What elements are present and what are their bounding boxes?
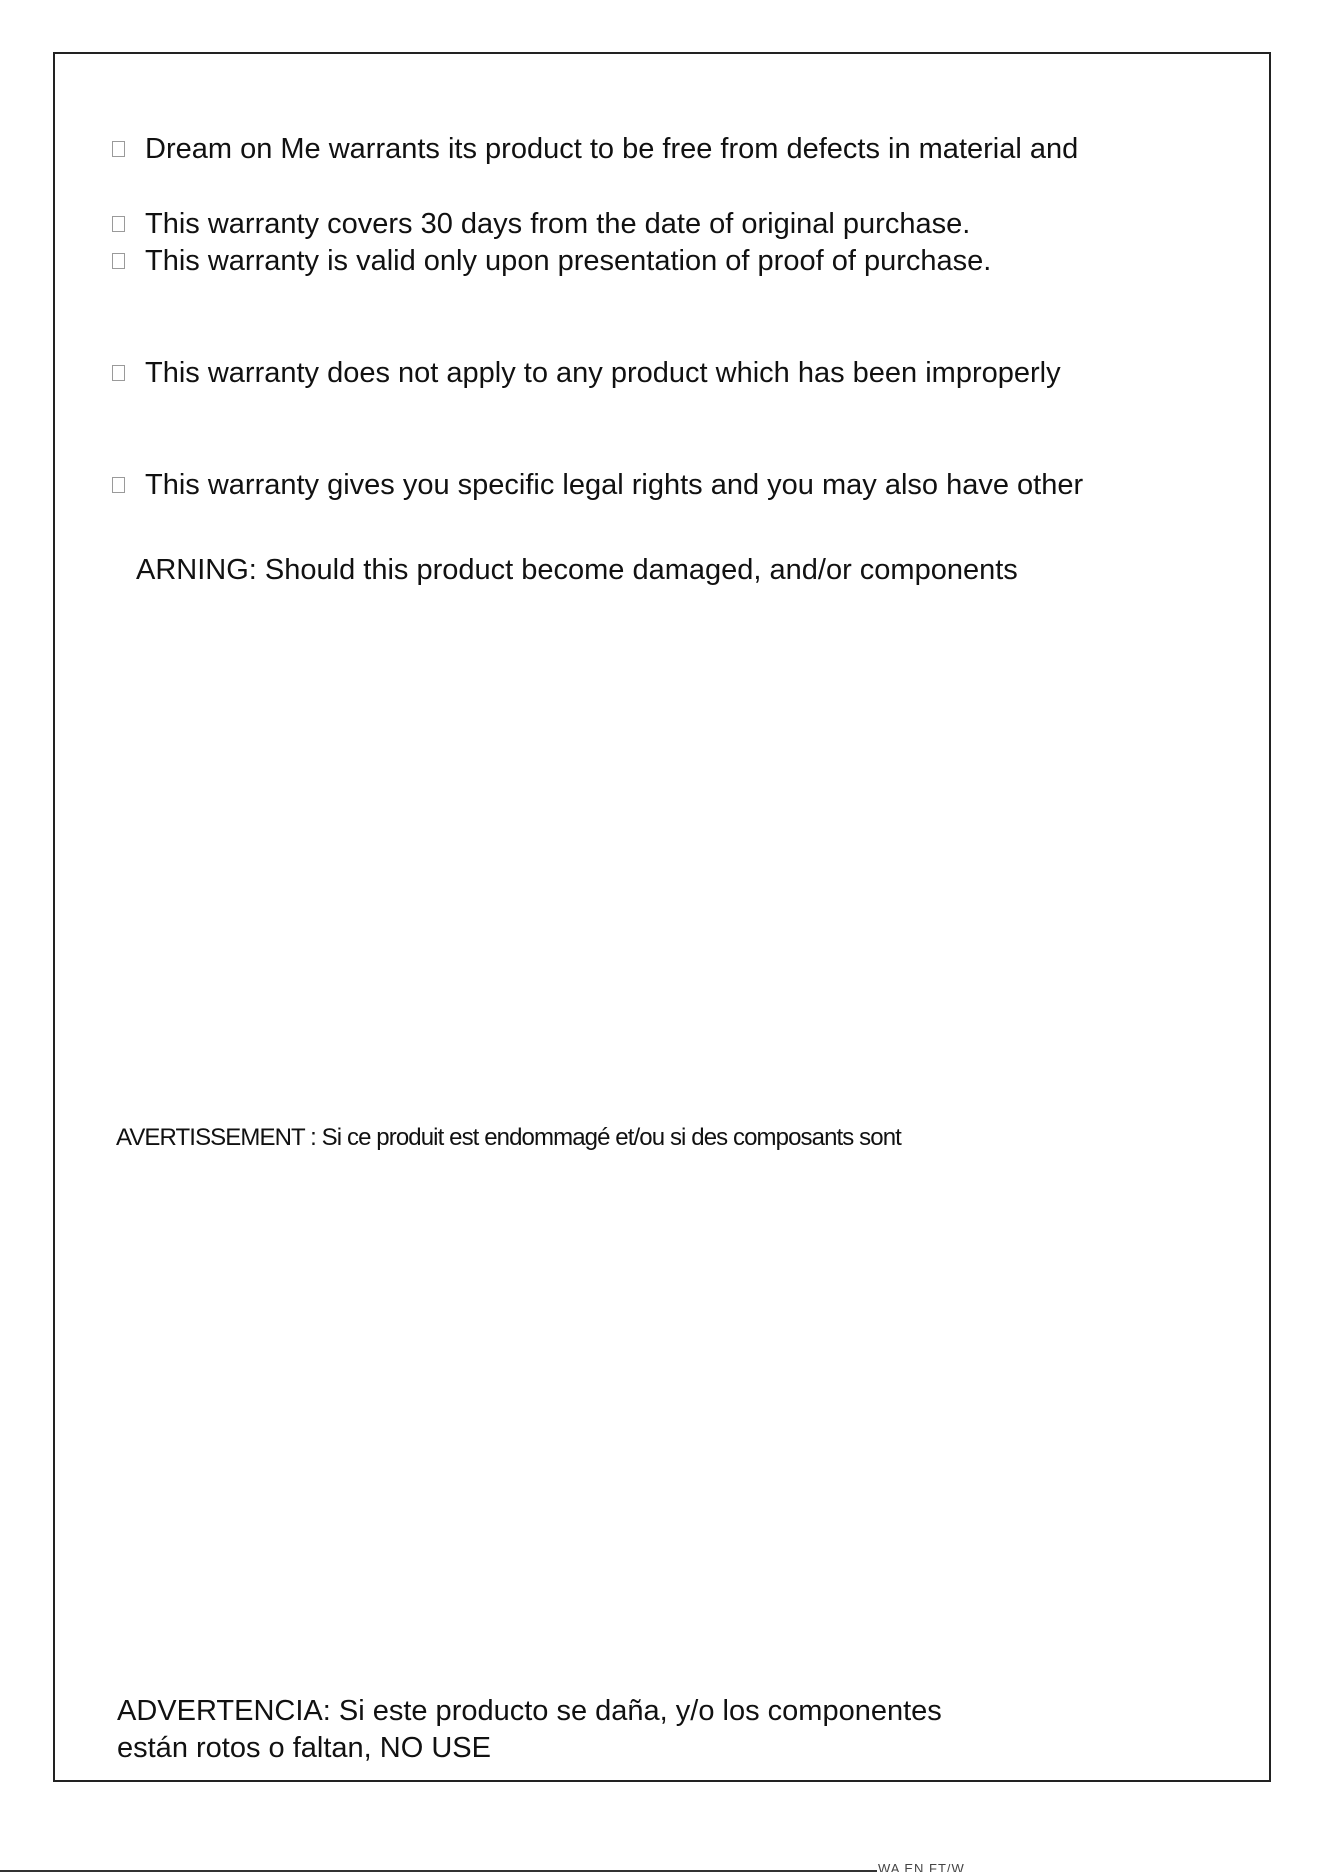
warning-spanish-line-1: ADVERTENCIA: Si este producto se daña, y/o los componentes	[117, 1695, 942, 1727]
warning-french: AVERTISSEMENT : Si ce produit est endommagé et/ou si des composants sont	[116, 1124, 901, 1151]
warranty-item-text: This warranty is valid only upon presentation of proof of purchase.	[145, 245, 992, 277]
bullet-box-icon	[112, 253, 125, 269]
bullet-box-icon	[112, 477, 125, 493]
warranty-item-proof-of-purchase	[112, 244, 991, 278]
footer-fragment-text: WA EN FT/W	[878, 1864, 965, 1872]
bullet-box-icon	[112, 141, 125, 157]
warranty-item-defects	[112, 132, 1078, 166]
warranty-item-text: This warranty gives you specific legal rights and you may also have other	[145, 469, 1084, 501]
warranty-item-text: This warranty does not apply to any product which has been improperly	[145, 357, 1061, 389]
warranty-item-text: This warranty covers 30 days from the date of original purchase.	[145, 208, 971, 240]
warning-spanish	[117, 1693, 942, 1767]
bullet-box-icon	[112, 216, 125, 232]
page-border-frame	[53, 52, 1271, 1782]
bullet-box-icon	[112, 365, 125, 381]
warranty-item-exclusions	[112, 356, 1061, 390]
warning-spanish-line-2: están rotos o faltan, NO USE	[117, 1732, 491, 1764]
warning-english: ARNING: Should this product become damaged, and/or components	[136, 554, 1018, 586]
warranty-item-duration	[112, 207, 970, 241]
warranty-item-legal-rights	[112, 468, 1083, 502]
warranty-item-text: Dream on Me warrants its product to be free from defects in material and	[145, 133, 1079, 165]
